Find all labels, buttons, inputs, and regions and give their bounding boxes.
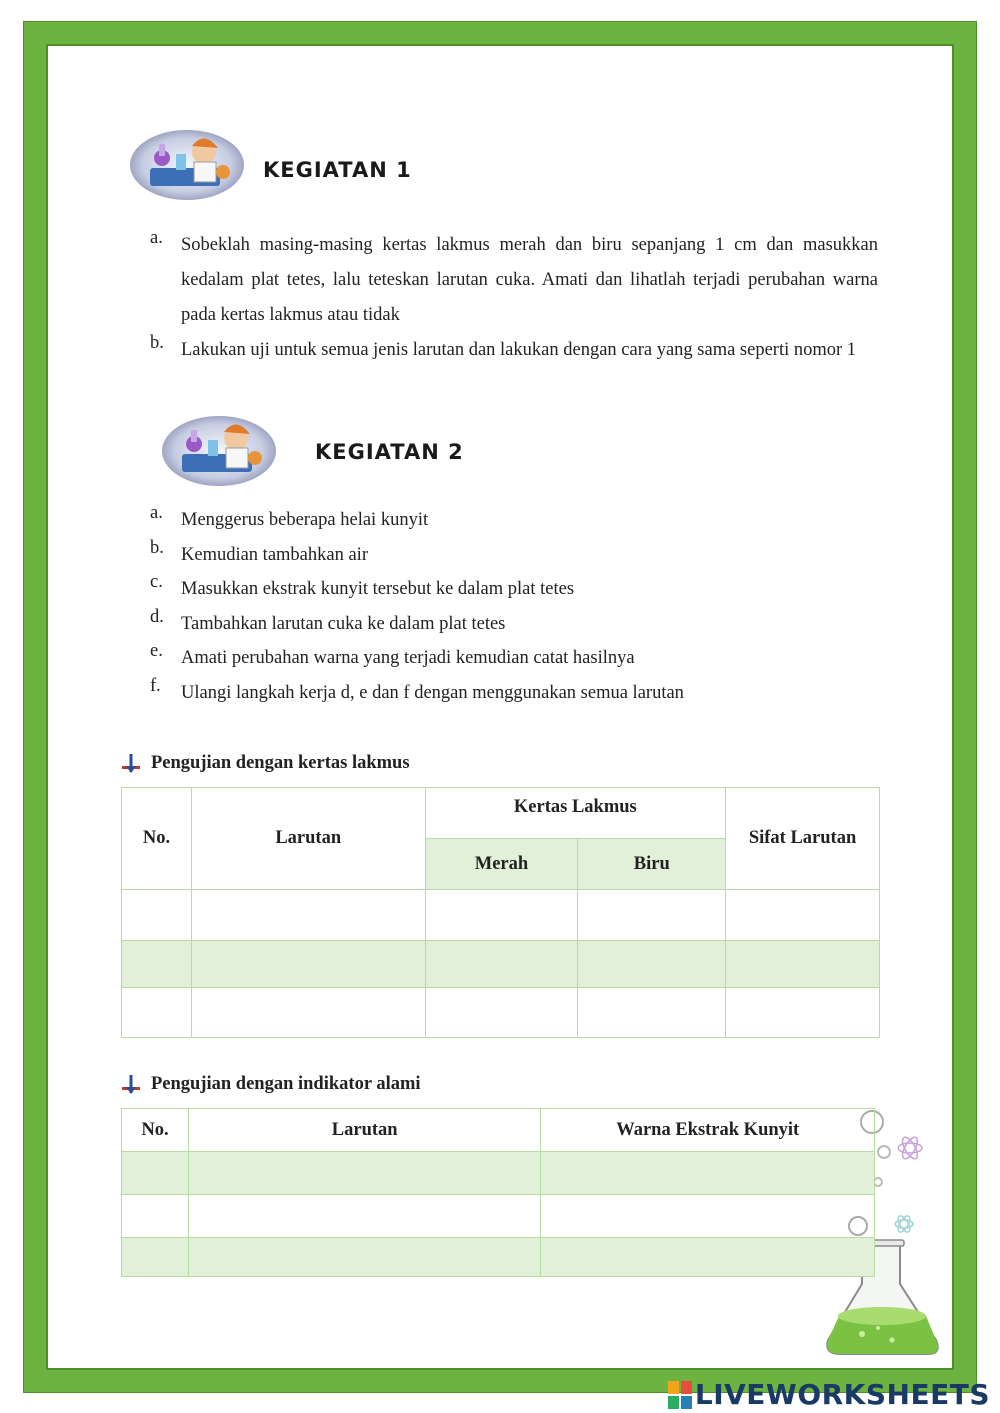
list-marker: f.: [150, 675, 161, 696]
list-text: Menggerus beberapa helai kunyit: [181, 510, 429, 530]
cell[interactable]: [122, 1238, 189, 1277]
list-text: Sobeklah masing-masing kertas lakmus merah dan biru sepanjang 1 cm dan masukkan kedalam plat tetes, lalu teteskan larutan cuka. Amati dan lihatlah terjadi perubahan warna pada kertas lakmus atau tidak: [181, 235, 878, 325]
list-text: Ulangi langkah kerja d, e dan f dengan menggunakan semua larutan: [181, 682, 684, 703]
table-row: [122, 1195, 875, 1238]
cell[interactable]: [122, 890, 192, 941]
list-marker: b.: [150, 537, 164, 558]
cell[interactable]: [726, 988, 880, 1038]
list-text: Lakukan uji untuk semua jenis larutan dan lakukan dengan cara yang sama seperti nomor 1: [181, 340, 857, 360]
list-text: Tambahkan larutan cuka ke dalam plat tetes: [181, 613, 506, 634]
arrow-bullet-icon: [120, 1075, 142, 1095]
cell[interactable]: [541, 1238, 875, 1277]
cell[interactable]: [541, 1152, 875, 1195]
table-row: [122, 890, 880, 941]
list-item: [150, 538, 878, 573]
cell[interactable]: [122, 941, 192, 988]
list-item: [150, 641, 878, 676]
list-item: [150, 676, 878, 711]
list-item: [150, 607, 878, 642]
liveworksheets-watermark: [667, 1378, 990, 1411]
section-title-text: Pengujian dengan kertas lakmus: [151, 753, 410, 773]
list-marker: e.: [150, 641, 163, 662]
liveworksheets-logo-icon: [667, 1380, 693, 1410]
cell[interactable]: [425, 988, 578, 1038]
header-merah: Merah: [425, 839, 578, 890]
header-warna-ekstrak-kunyit: Warna Ekstrak Kunyit: [541, 1109, 875, 1152]
cell[interactable]: [188, 1195, 541, 1238]
list-text: Amati perubahan warna yang terjadi kemudian catat hasilnya: [181, 648, 635, 669]
cell[interactable]: [188, 1152, 541, 1195]
cell[interactable]: [188, 1238, 541, 1277]
cell[interactable]: [425, 941, 578, 988]
list-marker: d.: [150, 606, 164, 627]
list-marker: b.: [150, 333, 164, 353]
cell[interactable]: [578, 890, 726, 941]
kegiatan-2-heading: KEGIATAN 2: [315, 440, 464, 464]
header-sifat-larutan: Sifat Larutan: [726, 788, 880, 890]
header-no: No.: [122, 1109, 189, 1152]
cell[interactable]: [122, 1152, 189, 1195]
cell[interactable]: [191, 941, 425, 988]
cell[interactable]: [726, 941, 880, 988]
watermark-text: LIVEWORKSHEETS: [694, 1378, 990, 1411]
header-larutan: Larutan: [188, 1109, 541, 1152]
kegiatan-2-steps: [150, 503, 878, 711]
litmus-table: [121, 787, 880, 1038]
table-row: [122, 941, 880, 988]
list-item: [150, 228, 878, 333]
header-no: No.: [122, 788, 192, 890]
list-item: [150, 572, 878, 607]
table-row: [122, 1238, 875, 1277]
cell[interactable]: [191, 890, 425, 941]
table-1-title: [120, 753, 410, 774]
table-2-title: [120, 1074, 421, 1095]
arrow-bullet-icon: [120, 754, 142, 774]
header-kertas-lakmus: Kertas Lakmus: [425, 788, 726, 839]
cell[interactable]: [726, 890, 880, 941]
header-larutan: Larutan: [191, 788, 425, 890]
cell[interactable]: [122, 1195, 189, 1238]
list-marker: a.: [150, 228, 163, 248]
cell[interactable]: [578, 988, 726, 1038]
list-marker: a.: [150, 503, 163, 523]
list-item: [150, 333, 878, 368]
natural-indicator-table: [121, 1108, 875, 1277]
list-marker: c.: [150, 572, 163, 593]
cell[interactable]: [578, 941, 726, 988]
scientist-illustration-icon: [128, 128, 246, 202]
kegiatan-1-heading: KEGIATAN 1: [263, 158, 412, 182]
list-text: Kemudian tambahkan air: [181, 544, 368, 565]
cell[interactable]: [122, 988, 192, 1038]
header-biru: Biru: [578, 839, 726, 890]
list-item: [150, 503, 878, 538]
kegiatan-1-steps: [150, 228, 878, 368]
list-text: Masukkan ekstrak kunyit tersebut ke dalam plat tetes: [181, 579, 575, 600]
cell[interactable]: [425, 890, 578, 941]
table-row: [122, 1152, 875, 1195]
scientist-illustration-icon: [160, 414, 278, 488]
table-row: [122, 988, 880, 1038]
cell[interactable]: [541, 1195, 875, 1238]
section-title-text: Pengujian dengan indikator alami: [151, 1074, 421, 1094]
cell[interactable]: [191, 988, 425, 1038]
